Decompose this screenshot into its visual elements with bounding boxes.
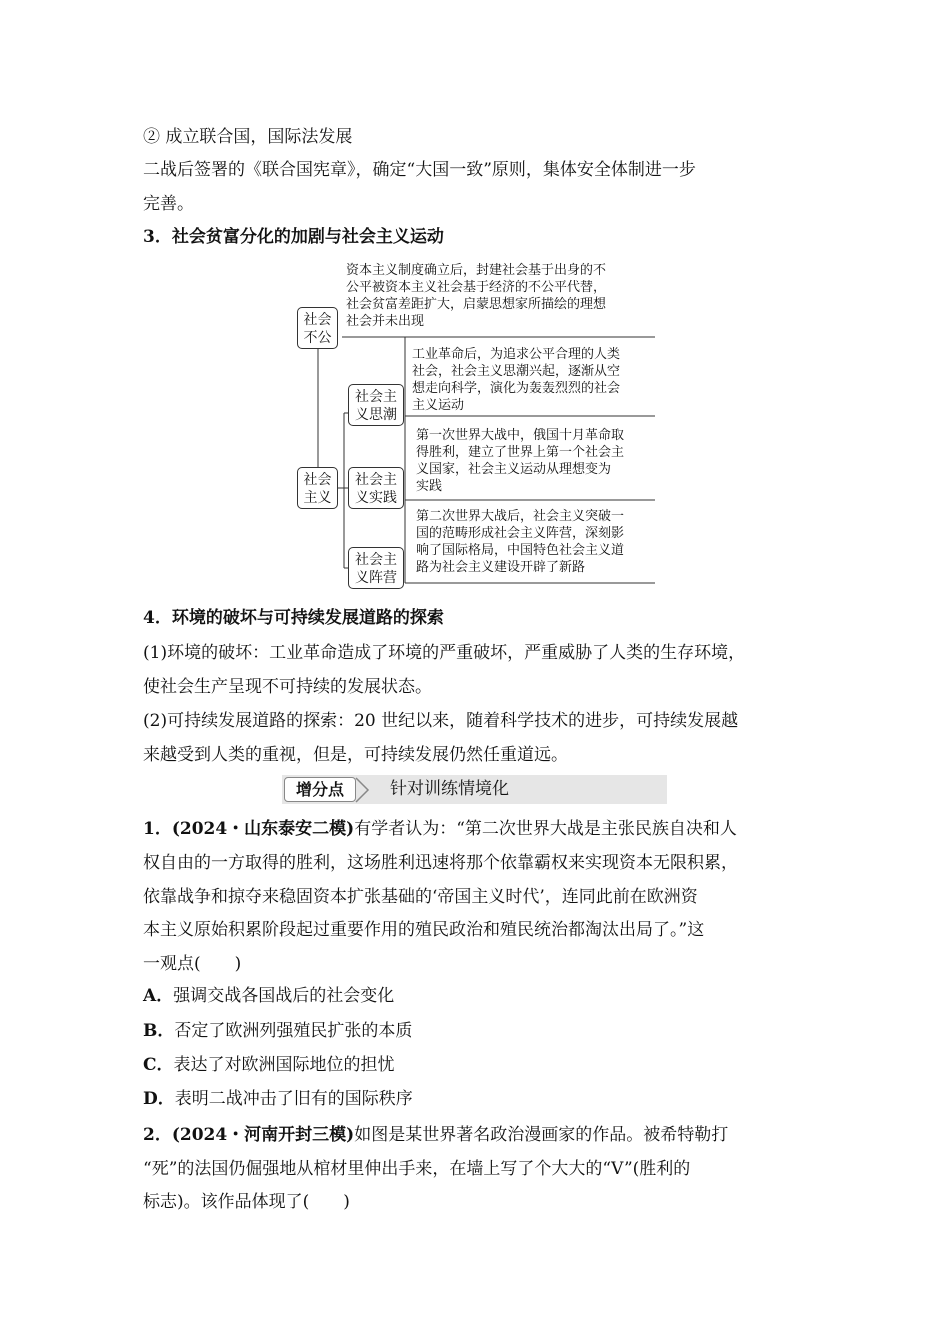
question-1-text: 有学者认为：“第二次世界大战是主张民族自决和人 — [354, 819, 737, 839]
banner-tag: 增分点 — [284, 777, 356, 802]
box-label: 义思潮 — [355, 407, 397, 423]
option-b[interactable] — [143, 1020, 412, 1042]
diagram-text-camp: 路为社会主义建设开辟了新路 — [416, 560, 586, 575]
question-2-line: “死”的法国仍倔强地从棺材里伸出手来，在墙上写了个大大的“V”(胜利的 — [143, 1159, 691, 1179]
diagram-text-thought: 工业革命后，为追求公平合理的人类 — [412, 347, 621, 362]
diagram-text-practice: 实践 — [416, 479, 443, 494]
diagram-text-unfairness: 公平被资本主义社会基于经济的不公平代替， — [346, 280, 607, 295]
option-letter: C． — [143, 1055, 174, 1075]
option-text: 表达了对欧洲国际地位的担忧 — [173, 1055, 395, 1075]
box-label: 不公 — [303, 330, 332, 346]
box-label: 社会主 — [355, 472, 397, 488]
question-1-line: 本主义原始积累阶段起过重要作用的殖民政治和殖民统治都淘汰出局了。”这 — [143, 920, 705, 940]
section-heading-4: 4．环境的破坏与可持续发展道路的探索 — [143, 608, 444, 628]
paragraph-line: (1)环境的破坏：工业革命造成了环境的严重破坏，严重威胁了人类的生存环境， — [143, 643, 746, 663]
option-text: 否定了欧洲列强殖民扩张的本质 — [174, 1021, 413, 1041]
option-c[interactable] — [143, 1054, 395, 1076]
option-letter: B． — [143, 1021, 175, 1041]
question-1-line — [143, 818, 737, 840]
diagram-text-unfairness: 资本主义制度确立后，封建社会基于出身的不 — [346, 263, 607, 278]
box-label: 主义 — [303, 490, 332, 506]
question-1-line: 依靠战争和掠夺来稳固资本扩张基础的‘帝国主义时代’，连同此前在欧洲资 — [143, 887, 698, 907]
diagram-text-unfairness: 社会贫富差距扩大，启蒙思想家所描绘的理想 — [346, 297, 607, 312]
paragraph-line: 来越受到人类的重视，但是，可持续发展仍然任重道远。 — [143, 745, 568, 765]
paragraph-line: 使社会生产呈现不可持续的发展状态。 — [143, 677, 432, 697]
diagram-text-camp: 响了国际格局，中国特色社会主义道 — [416, 543, 625, 558]
diagram-text-camp: 国的范畴形成社会主义阵营，深刻影 — [416, 526, 625, 541]
banner-title: 针对训练情境化 — [390, 779, 509, 799]
diagram-text-unfairness: 社会并未出现 — [346, 314, 425, 329]
paragraph-line: (2)可持续发展道路的探索：20 世纪以来，随着科学技术的进步，可持续发展越 — [143, 711, 739, 731]
section-heading-3: 3．社会贫富分化的加剧与社会主义运动 — [143, 227, 444, 247]
question-2-line: 标志)。该作品体现了( ) — [143, 1192, 350, 1212]
option-letter: D． — [143, 1089, 175, 1109]
question-1-line: 一观点( ) — [143, 954, 242, 974]
diagram-text-practice: 第一次世界大战中，俄国十月革命取 — [416, 428, 625, 443]
diagram-box-socialist-thought — [348, 384, 404, 426]
box-label: 义实践 — [355, 490, 397, 506]
diagram-box-socialist-practice — [348, 467, 404, 509]
diagram-text-thought: 主义运动 — [412, 398, 465, 413]
box-label: 社会 — [303, 472, 332, 488]
diagram-text-practice: 义国家，社会主义运动从理想变为 — [416, 462, 612, 477]
option-d[interactable] — [143, 1088, 413, 1110]
subheading-un: ② 成立联合国，国际法发展 — [143, 127, 353, 147]
paragraph-un-line: 完善。 — [143, 194, 194, 214]
diagram-text-camp: 第二次世界大战后，社会主义突破一 — [416, 509, 625, 524]
diagram-box-social-unfairness — [297, 307, 338, 349]
question-1-line: 权自由的一方取得的胜利，这场胜利迅速将那个依靠霸权来实现资本无限积累， — [143, 853, 738, 873]
box-label: 社会主 — [355, 552, 397, 568]
diagram-text-thought: 社会，社会主义思潮兴起，逐渐从空 — [412, 364, 621, 379]
diagram-text-thought: 想走向科学，演化为轰轰烈烈的社会 — [412, 381, 621, 396]
chevron-right-icon — [354, 776, 374, 804]
option-letter: A． — [143, 986, 174, 1006]
diagram-text-practice: 得胜利，建立了世界上第一个社会主 — [416, 445, 625, 460]
question-1-source: 1．(2024・山东泰安二模) — [143, 819, 355, 839]
diagram-box-socialist-camp — [348, 547, 404, 589]
paragraph-un-line: 二战后签署的《联合国宪章》，确定“大国一致”原则，集体安全体制进一步 — [143, 160, 696, 180]
question-2-line — [143, 1124, 728, 1146]
box-label: 义阵营 — [355, 570, 397, 586]
option-text: 强调交战各国战后的社会变化 — [173, 986, 395, 1006]
option-text: 表明二战冲击了旧有的国际秩序 — [174, 1089, 413, 1109]
box-label: 社会主 — [355, 389, 397, 405]
question-2-text: 如图是某世界著名政治漫画家的作品。被希特勒打 — [354, 1125, 729, 1145]
question-2-source: 2．(2024・河南开封三模) — [143, 1125, 355, 1145]
box-label: 社会 — [303, 312, 332, 328]
option-a[interactable] — [143, 985, 394, 1007]
diagram-box-socialism — [297, 467, 338, 509]
